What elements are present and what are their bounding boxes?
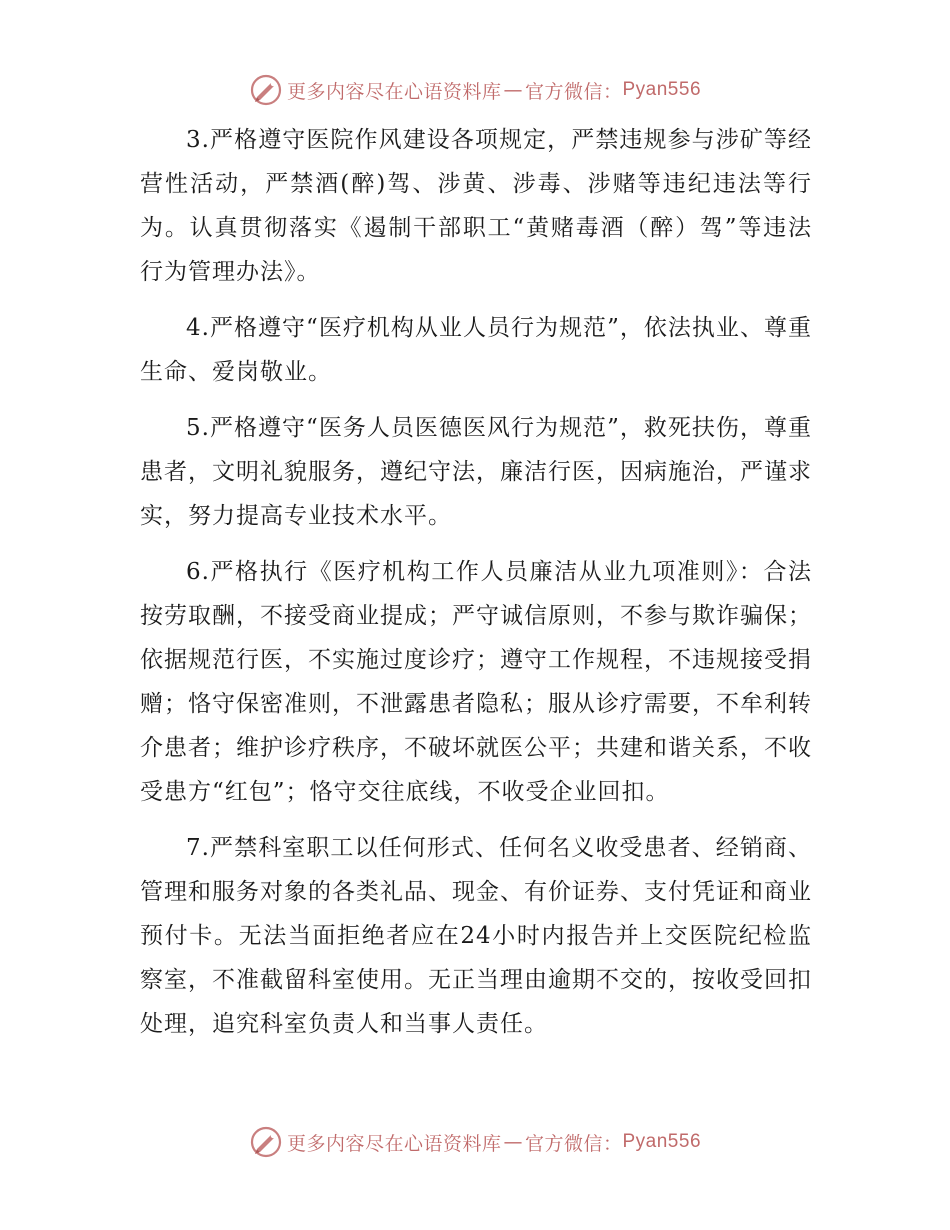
pen-circle-logo-icon <box>249 73 283 107</box>
watermark-separator: — <box>503 1131 523 1153</box>
watermark-wechat-id: Pyan556 <box>622 79 702 100</box>
watermark-wechat-label: 官方微信： <box>524 1132 623 1155</box>
watermark-banner-bottom <box>0 1122 950 1162</box>
watermark-main-text: 更多内容尽在心语资料库 <box>286 1132 502 1155</box>
watermark-main-text: 更多内容尽在心语资料库 <box>286 80 502 103</box>
paragraph-3: 3.严格遵守医院作风建设各项规定，严禁违规参与涉矿等经营性活动，严禁酒(醉)驾、涉黄、涉毒、涉赌等违纪违法等行为。认真贯彻落实《遏制干部职工“黄赌毒酒（醉）驾”等违法行为管理办法》。 <box>140 127 812 285</box>
paragraph-6: 6.严格执行《医疗机构工作人员廉洁从业九项准则》：合法按劳取酬，不接受商业提成；严守诚信原则，不参与欺诈骗保；依据规范行医，不实施过度诊疗；遵守工作规程，不违规接受捐赠；恪守保密准则，不泄露患者隐私；服从诊疗需要，不牟利转介患者；维护诊疗秩序，不破坏就医公平；共建和谐关系，不收受患方“红包”；恪守交往底线，不收受企业回扣。 <box>140 559 812 805</box>
watermark-banner-top <box>0 70 950 110</box>
pen-circle-logo-icon <box>249 1125 283 1159</box>
watermark-separator: — <box>503 79 523 101</box>
paragraph-4: 4.严格遵守“医疗机构从业人员行为规范”，依法执业、尊重生命、爱岗敬业。 <box>140 315 812 385</box>
watermark-wechat-id: Pyan556 <box>622 1131 702 1152</box>
document-body <box>140 118 812 1058</box>
paragraph-5: 5.严格遵守“医务人员医德医风行为规范”，救死扶伤，尊重患者，文明礼貌服务，遵纪守法，廉洁行医，因病施治，严谨求实，努力提高专业技术水平。 <box>140 415 812 529</box>
paragraph-7: 7.严禁科室职工以任何形式、任何名义收受患者、经销商、管理和服务对象的各类礼品、现金、有价证券、支付凭证和商业预付卡。无法当面拒绝者应在24小时内报告并上交医院纪检监察室，不准截留科室使用。无正当理由逾期不交的，按收受回扣处理，追究科室负责人和当事人责任。 <box>140 835 812 1037</box>
watermark-wechat-label: 官方微信： <box>524 80 623 103</box>
